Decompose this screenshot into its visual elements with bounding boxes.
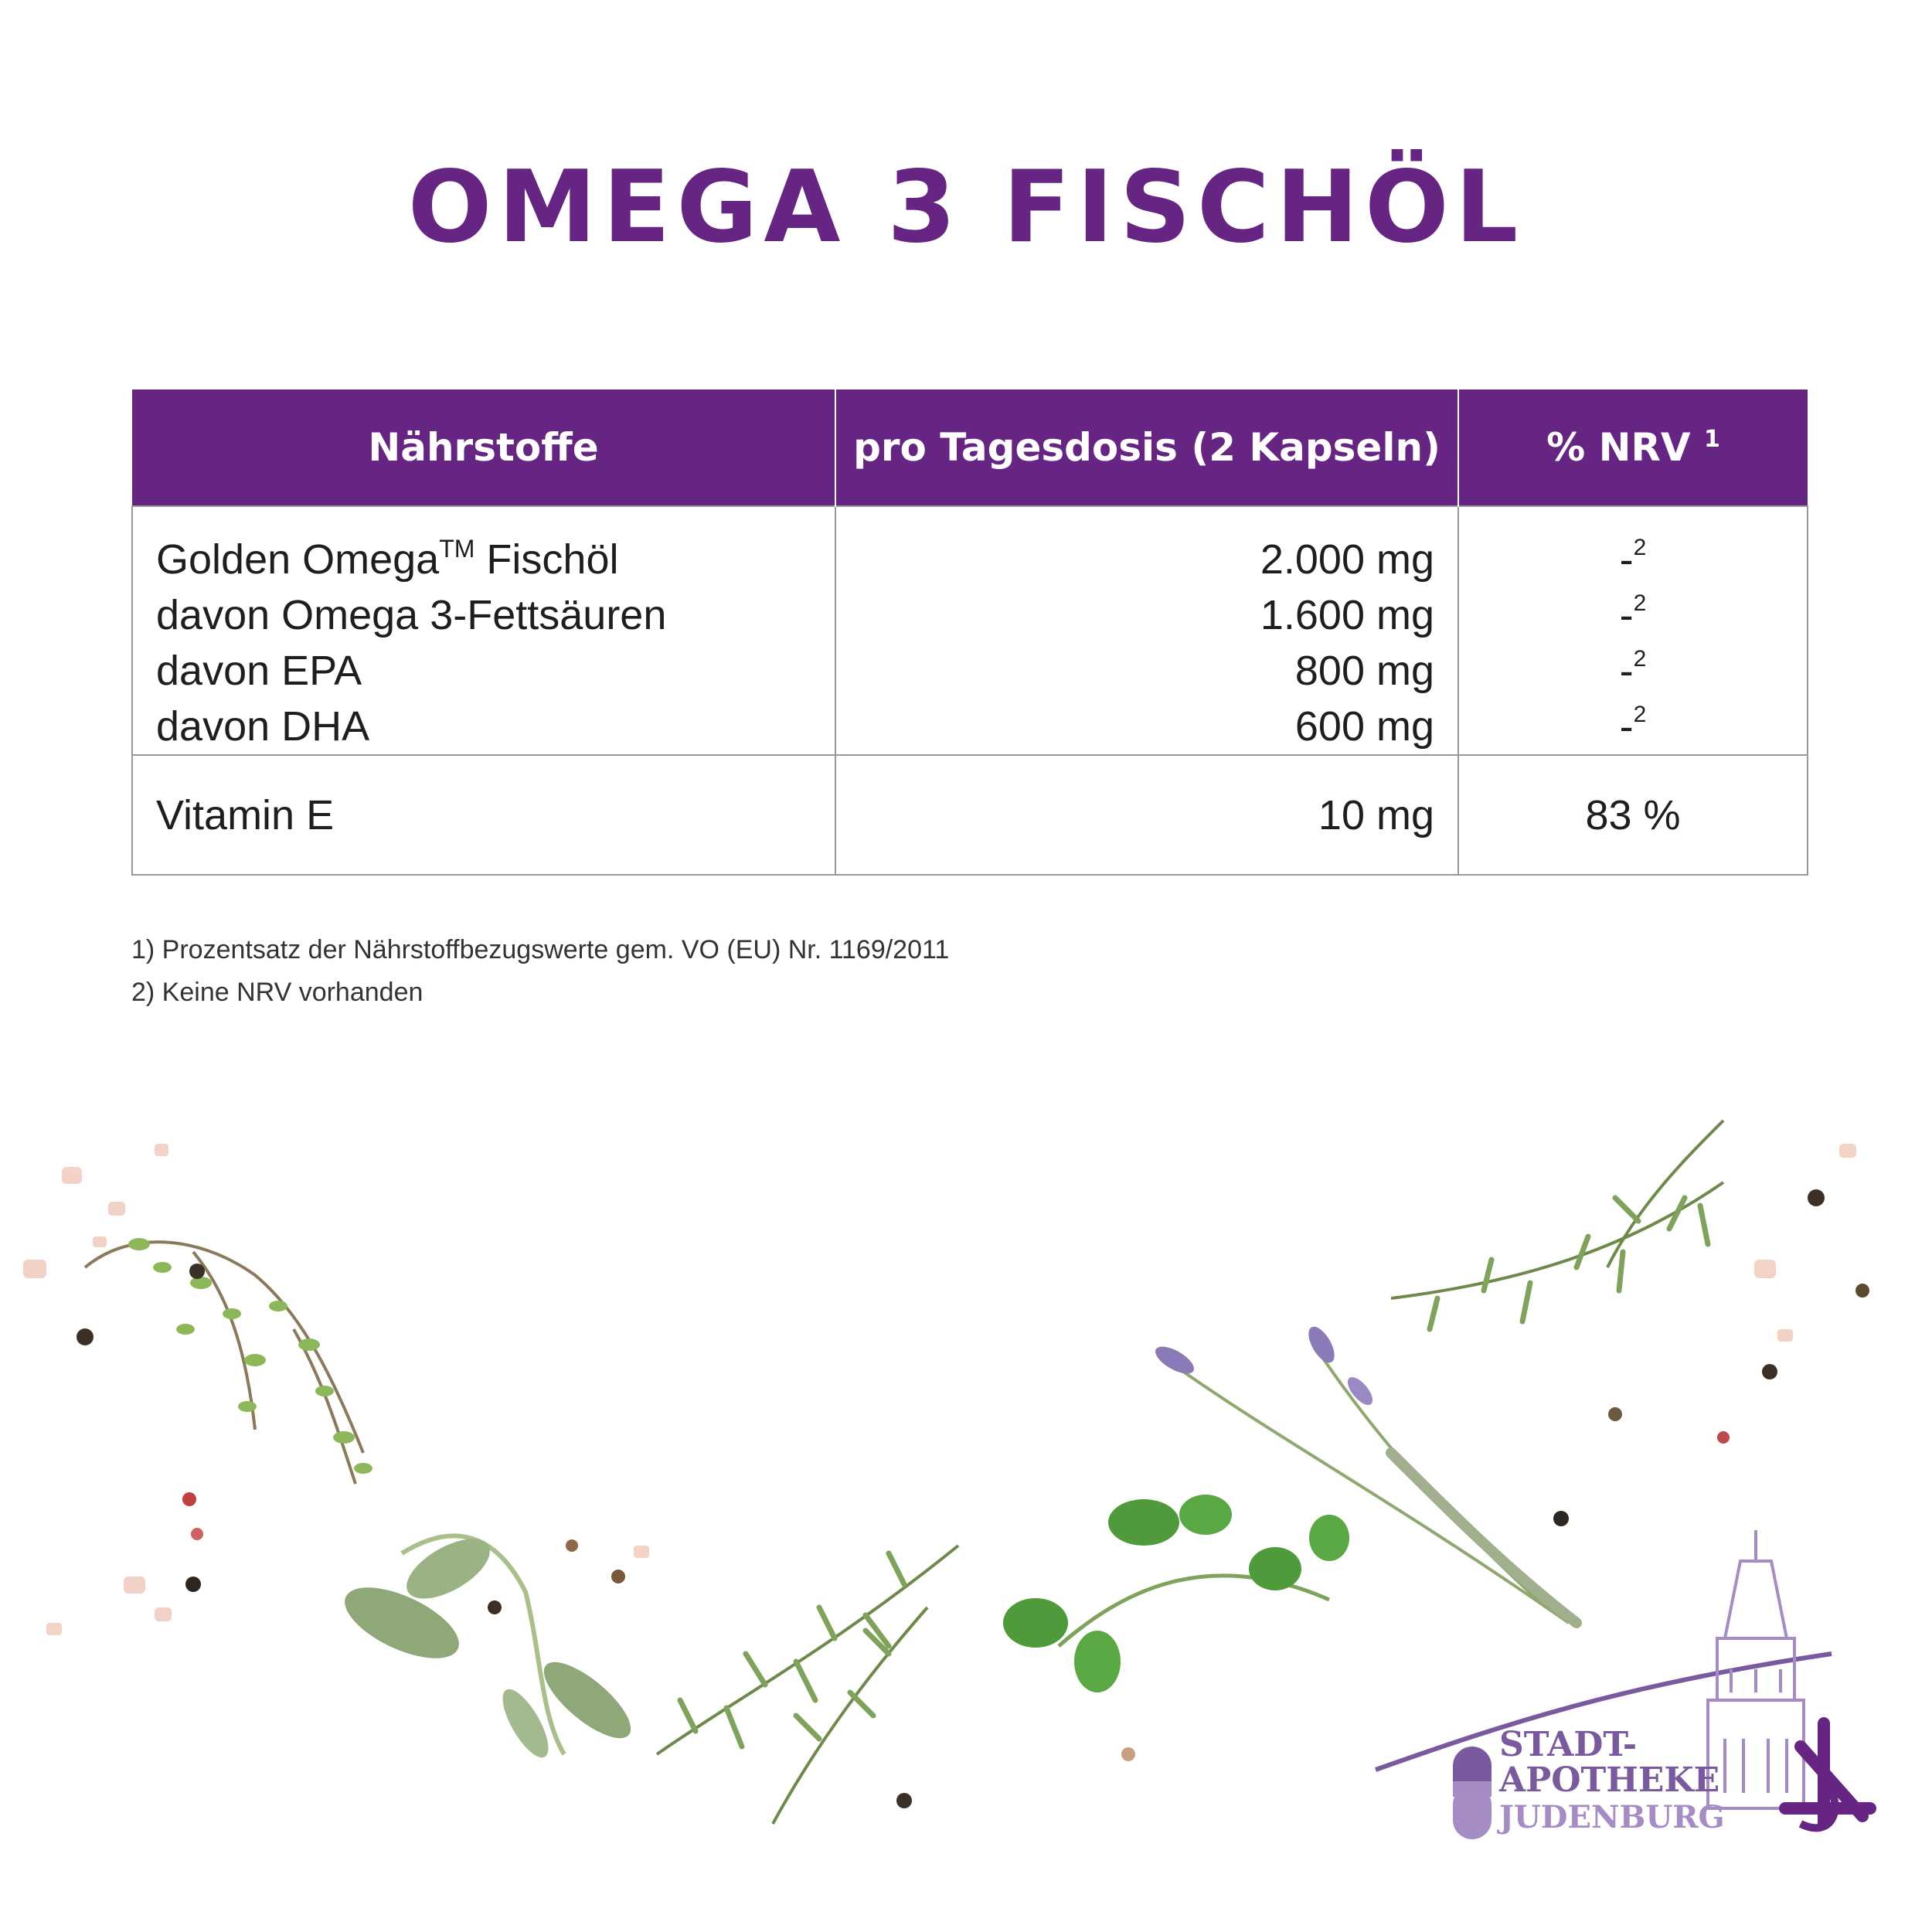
header-daily-dose: pro Tagesdosis (2 Kapseln): [835, 389, 1458, 506]
nrv-dash: -: [1619, 536, 1634, 583]
rosemary-sprig-icon: [657, 1546, 958, 1824]
sage-leaves-icon: [335, 1527, 641, 1764]
nutrient-name: davon EPA: [156, 648, 362, 694]
nutrient-amount: 600 mg: [1294, 703, 1434, 750]
footnote-1: 1) Prozentsatz der Nährstoffbezugswerte gem. VO (EU) Nr. 1169/2011: [131, 935, 950, 964]
nrv-footnote-mark: 2: [1633, 535, 1647, 560]
page-title: OMEGA 3 FISCHÖL: [407, 150, 1525, 265]
nutrient-amount: 2.000 mg: [1260, 536, 1434, 583]
nrv-value: 83 %: [1458, 755, 1808, 875]
nrv-dash: -: [1619, 703, 1634, 750]
nutrient-name: davon DHA: [156, 703, 370, 750]
capsule-icon: [1453, 1747, 1492, 1839]
logo-text-stadt: STADT-: [1499, 1725, 1638, 1764]
nutrient-name-suffix: Fischöl: [474, 536, 619, 583]
logo-text-apotheke: APOTHEKE: [1499, 1760, 1720, 1800]
thyme-sprig-icon: [85, 1238, 372, 1484]
header-nrv-footnote-mark: 1: [1704, 426, 1720, 453]
nutrient-name-text: Golden Omega: [156, 536, 440, 583]
nutrient-name: Vitamin E: [132, 755, 835, 875]
rosemary-sprig-icon: [1391, 1121, 1723, 1329]
footnote-2: 2) Keine NRV vorhanden: [131, 978, 423, 1007]
nrv-dash: -: [1619, 592, 1634, 638]
nutrient-amount: 800 mg: [1294, 648, 1434, 694]
nutrient-amount: 1.600 mg: [1260, 592, 1434, 638]
nutrient-amount: 10 mg: [835, 755, 1458, 875]
logo-text-judenburg: JUDENBURG: [1499, 1799, 1725, 1835]
nrv-footnote-mark: 2: [1633, 590, 1647, 616]
pharmacy-logo: [1368, 1515, 1893, 1859]
header-nrv-label: % NRV: [1546, 425, 1691, 470]
nrv-footnote-mark: 2: [1633, 646, 1647, 672]
pharmacy-a-monogram-icon: [1785, 1723, 1870, 1828]
header-nutrients: Nährstoffe: [132, 389, 835, 506]
nrv-dash: -: [1619, 648, 1634, 694]
nutrient-name: davon Omega 3-Fettsäuren: [156, 592, 667, 638]
trademark-mark: TM: [439, 535, 475, 563]
nrv-footnote-mark: 2: [1633, 702, 1647, 727]
oregano-sprig-icon: [1003, 1495, 1349, 1692]
